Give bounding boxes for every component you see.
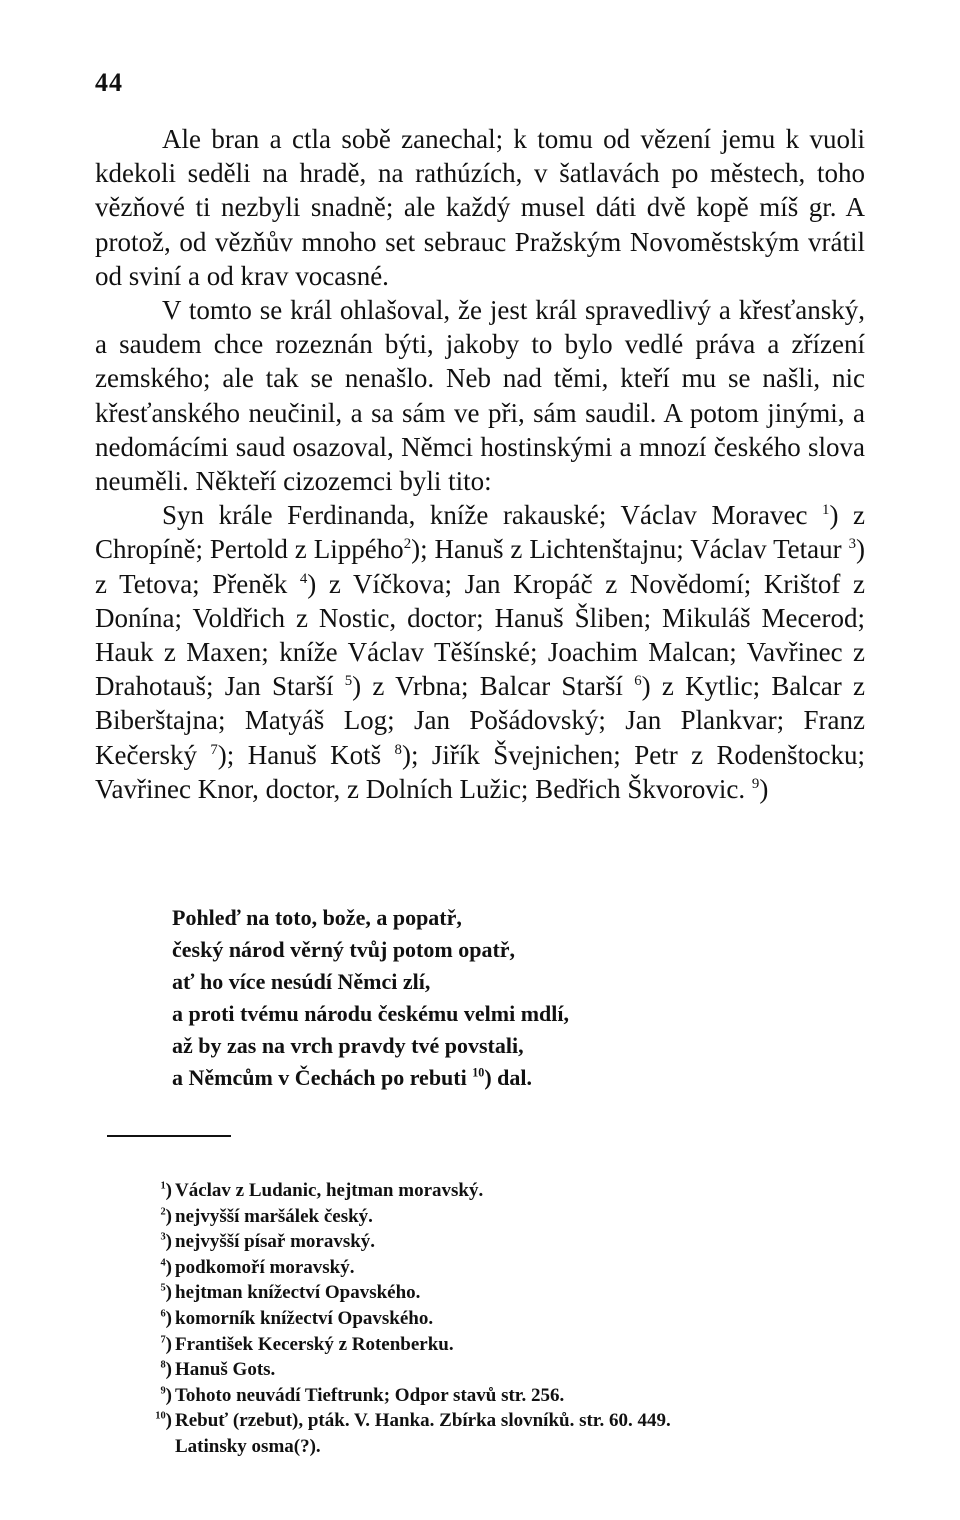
footnote-text: hejtman knížectví Opavského. — [175, 1282, 421, 1304]
footnote-number: 4 — [160, 1257, 166, 1269]
text-segment: Syn krále Ferdinanda, kníže rakauské; Václav Moravec — [162, 500, 823, 531]
footnote-text: Václav z Ludanic, hejtman moravský. — [175, 1180, 484, 1201]
footnote-8 — [130, 1357, 890, 1383]
poem-line: a proti tvému národu českému velmi mdlí, — [172, 1001, 570, 1026]
footnote-7 — [130, 1332, 890, 1358]
footnote-number: 5 — [160, 1283, 166, 1295]
footnote-number: 2 — [160, 1206, 166, 1218]
poem-line: český národ věrný tvůj potom opatř, — [172, 937, 516, 962]
footnote-9 — [130, 1383, 890, 1409]
footnote-mark: $^{10}$) — [155, 1410, 172, 1432]
footnote-text: nejvyšší písař moravský. — [175, 1231, 376, 1253]
poem-line — [172, 1062, 732, 1094]
footnote-number: 8 — [160, 1359, 166, 1371]
footnote-ref-4: 4 — [299, 570, 308, 587]
text-segment: ); Hanuš Kotš — [217, 739, 395, 770]
footnote-3 — [130, 1229, 890, 1255]
text-segment: ) z Vrbna; Balcar Starší — [352, 671, 635, 702]
paragraph-king-judgement: V tomto se král ohlašoval, že jest král spravedlivý a křesťanský, a saudem chce rozeznán býti, jakoby to bylo vedlé práva a zřízení zemského; ale tak se nenašlo. Neb nad těmi, kteří mu se našli, nic křesťanského neučinil, a sa sám ve při, sám saudil. A potom jinými, a nedomácími saud osazoval, Němci hostinskými a mnozí českého slova neuměli. Někteří cizozemci byli tito: — [95, 295, 865, 497]
footnote-number: 6 — [160, 1308, 166, 1320]
footnote-ref-7: 7 — [210, 741, 218, 758]
footnote-4 — [130, 1255, 890, 1281]
footnote-mark: $^6$) — [160, 1307, 172, 1329]
footnote-ref-1: 1 — [822, 502, 830, 519]
text-segment: ) z Víčkova; Jan Kropáč z Novědomí; Krištof z Donína; Voldřich z Nostic, doctor; Hanuš Šliben; Mikuláš Mecerod; Hauk z Maxen; kníže Václav Těšínské; Joachim Malcan; Vavřinec z Drahotauš; Jan Starší — [95, 568, 865, 702]
footnote-text: Tohoto neuvádí Tieftrunk; Odpor stavů str. 256. — [175, 1384, 565, 1406]
poem-line: ať ho více nesúdí Němci zlí, — [172, 969, 431, 994]
footnote-mark: $^9$) — [160, 1384, 172, 1406]
footnote-ref-9: 9 — [751, 775, 760, 792]
poem-line-text: ) dal. — [484, 1065, 533, 1090]
footnote-ref-10: 10 — [472, 1065, 485, 1080]
footnote-mark: $^3$) — [160, 1231, 172, 1253]
poem-line: Pohleď na toto, bože, a popatř, — [172, 905, 462, 930]
text-segment: ); Jiřík Švejnichen; Petr z Rodenštocku; Vavřinec Knor, doctor, z Dolních Lužic; Bedřich Škvorovic. — [95, 739, 865, 804]
text-segment: ) — [759, 773, 769, 804]
footnote-number: 1 — [160, 1180, 166, 1192]
footnote-1 — [130, 1178, 890, 1204]
footnote-text: František Kecerský z Rotenberku. — [175, 1333, 454, 1355]
footnote-ref-5: 5 — [344, 673, 353, 690]
paragraph-foreigners-list — [95, 498, 865, 806]
footnote-separator — [107, 1135, 231, 1137]
footnote-text: Rebuť (rzebut), pták. V. Hanka. Zbírka slovníků. str. 60. 449. — [175, 1410, 671, 1432]
paragraph-prisoners: Ale bran a ctla sobě zanechal; k tomu od vězení jemu k vuoli kdekoli seděli na hradě, na rathúzích, v šatlavách po městech, toho vězňové ti nezbyli snadně; ale každý musel dáti dvě kopě míš gr. A protož, od vězňův mnoho set sebrauc Pražským Novoměstským vrátil od sviní a od krav vocasné. — [95, 124, 865, 291]
footnote-ref-6: 6 — [634, 673, 642, 690]
footnote-mark: $^2$) — [160, 1205, 172, 1227]
page-number: 44 — [95, 68, 123, 97]
footnote-2 — [130, 1204, 890, 1230]
footnote-5 — [130, 1280, 890, 1306]
footnote-text: nejvyšší maršálek český. — [175, 1205, 373, 1227]
footnote-10 — [130, 1408, 890, 1434]
poem-line: až by zas na vrch pravdy tvé povstali, — [172, 1033, 524, 1058]
footnote-ref-8: 8 — [394, 741, 402, 758]
footnote-continuation: Latinsky osma(?). — [175, 1435, 321, 1457]
footnote-mark: $^8$) — [160, 1359, 172, 1381]
footnote-mark: $^7$) — [160, 1333, 172, 1355]
footnote-number: 10 — [155, 1411, 166, 1423]
footnote-text: komorník knížectví Opavského. — [175, 1307, 434, 1329]
footnotes — [130, 1178, 890, 1460]
body-text — [95, 122, 865, 806]
footnote-ref-2: 2 — [403, 536, 412, 553]
poem-line-text: a Němcům v Čechách po rebuti — [172, 1065, 473, 1090]
footnote-mark: $^4$) — [160, 1256, 172, 1278]
poem — [172, 902, 732, 1094]
text-segment: ); Hanuš z Lichtenštajnu; Václav Tetaur — [411, 534, 849, 565]
text-segment: ) z Tetova; Přeněk — [95, 534, 865, 599]
footnote-number: 7 — [160, 1334, 166, 1346]
footnote-number: 3 — [160, 1231, 166, 1243]
footnote-number: 9 — [160, 1385, 166, 1397]
footnote-text: podkomoří moravský. — [175, 1256, 355, 1278]
text-segment: ) z Kytlic; Balcar z Biberštajna; Matyáš Log; Jan Pošádovský; Jan Plankvar; Franz Kečerský — [95, 671, 866, 770]
footnote-mark: $^1$) — [160, 1180, 172, 1201]
footnote-mark: $^5$) — [160, 1282, 172, 1304]
footnote-ref-3: 3 — [848, 536, 856, 553]
footnote-6 — [130, 1306, 890, 1332]
text-segment: ) z Chropíně; Pertold z Lippého — [95, 500, 865, 565]
footnote-text: Hanuš Gots. — [175, 1359, 276, 1381]
